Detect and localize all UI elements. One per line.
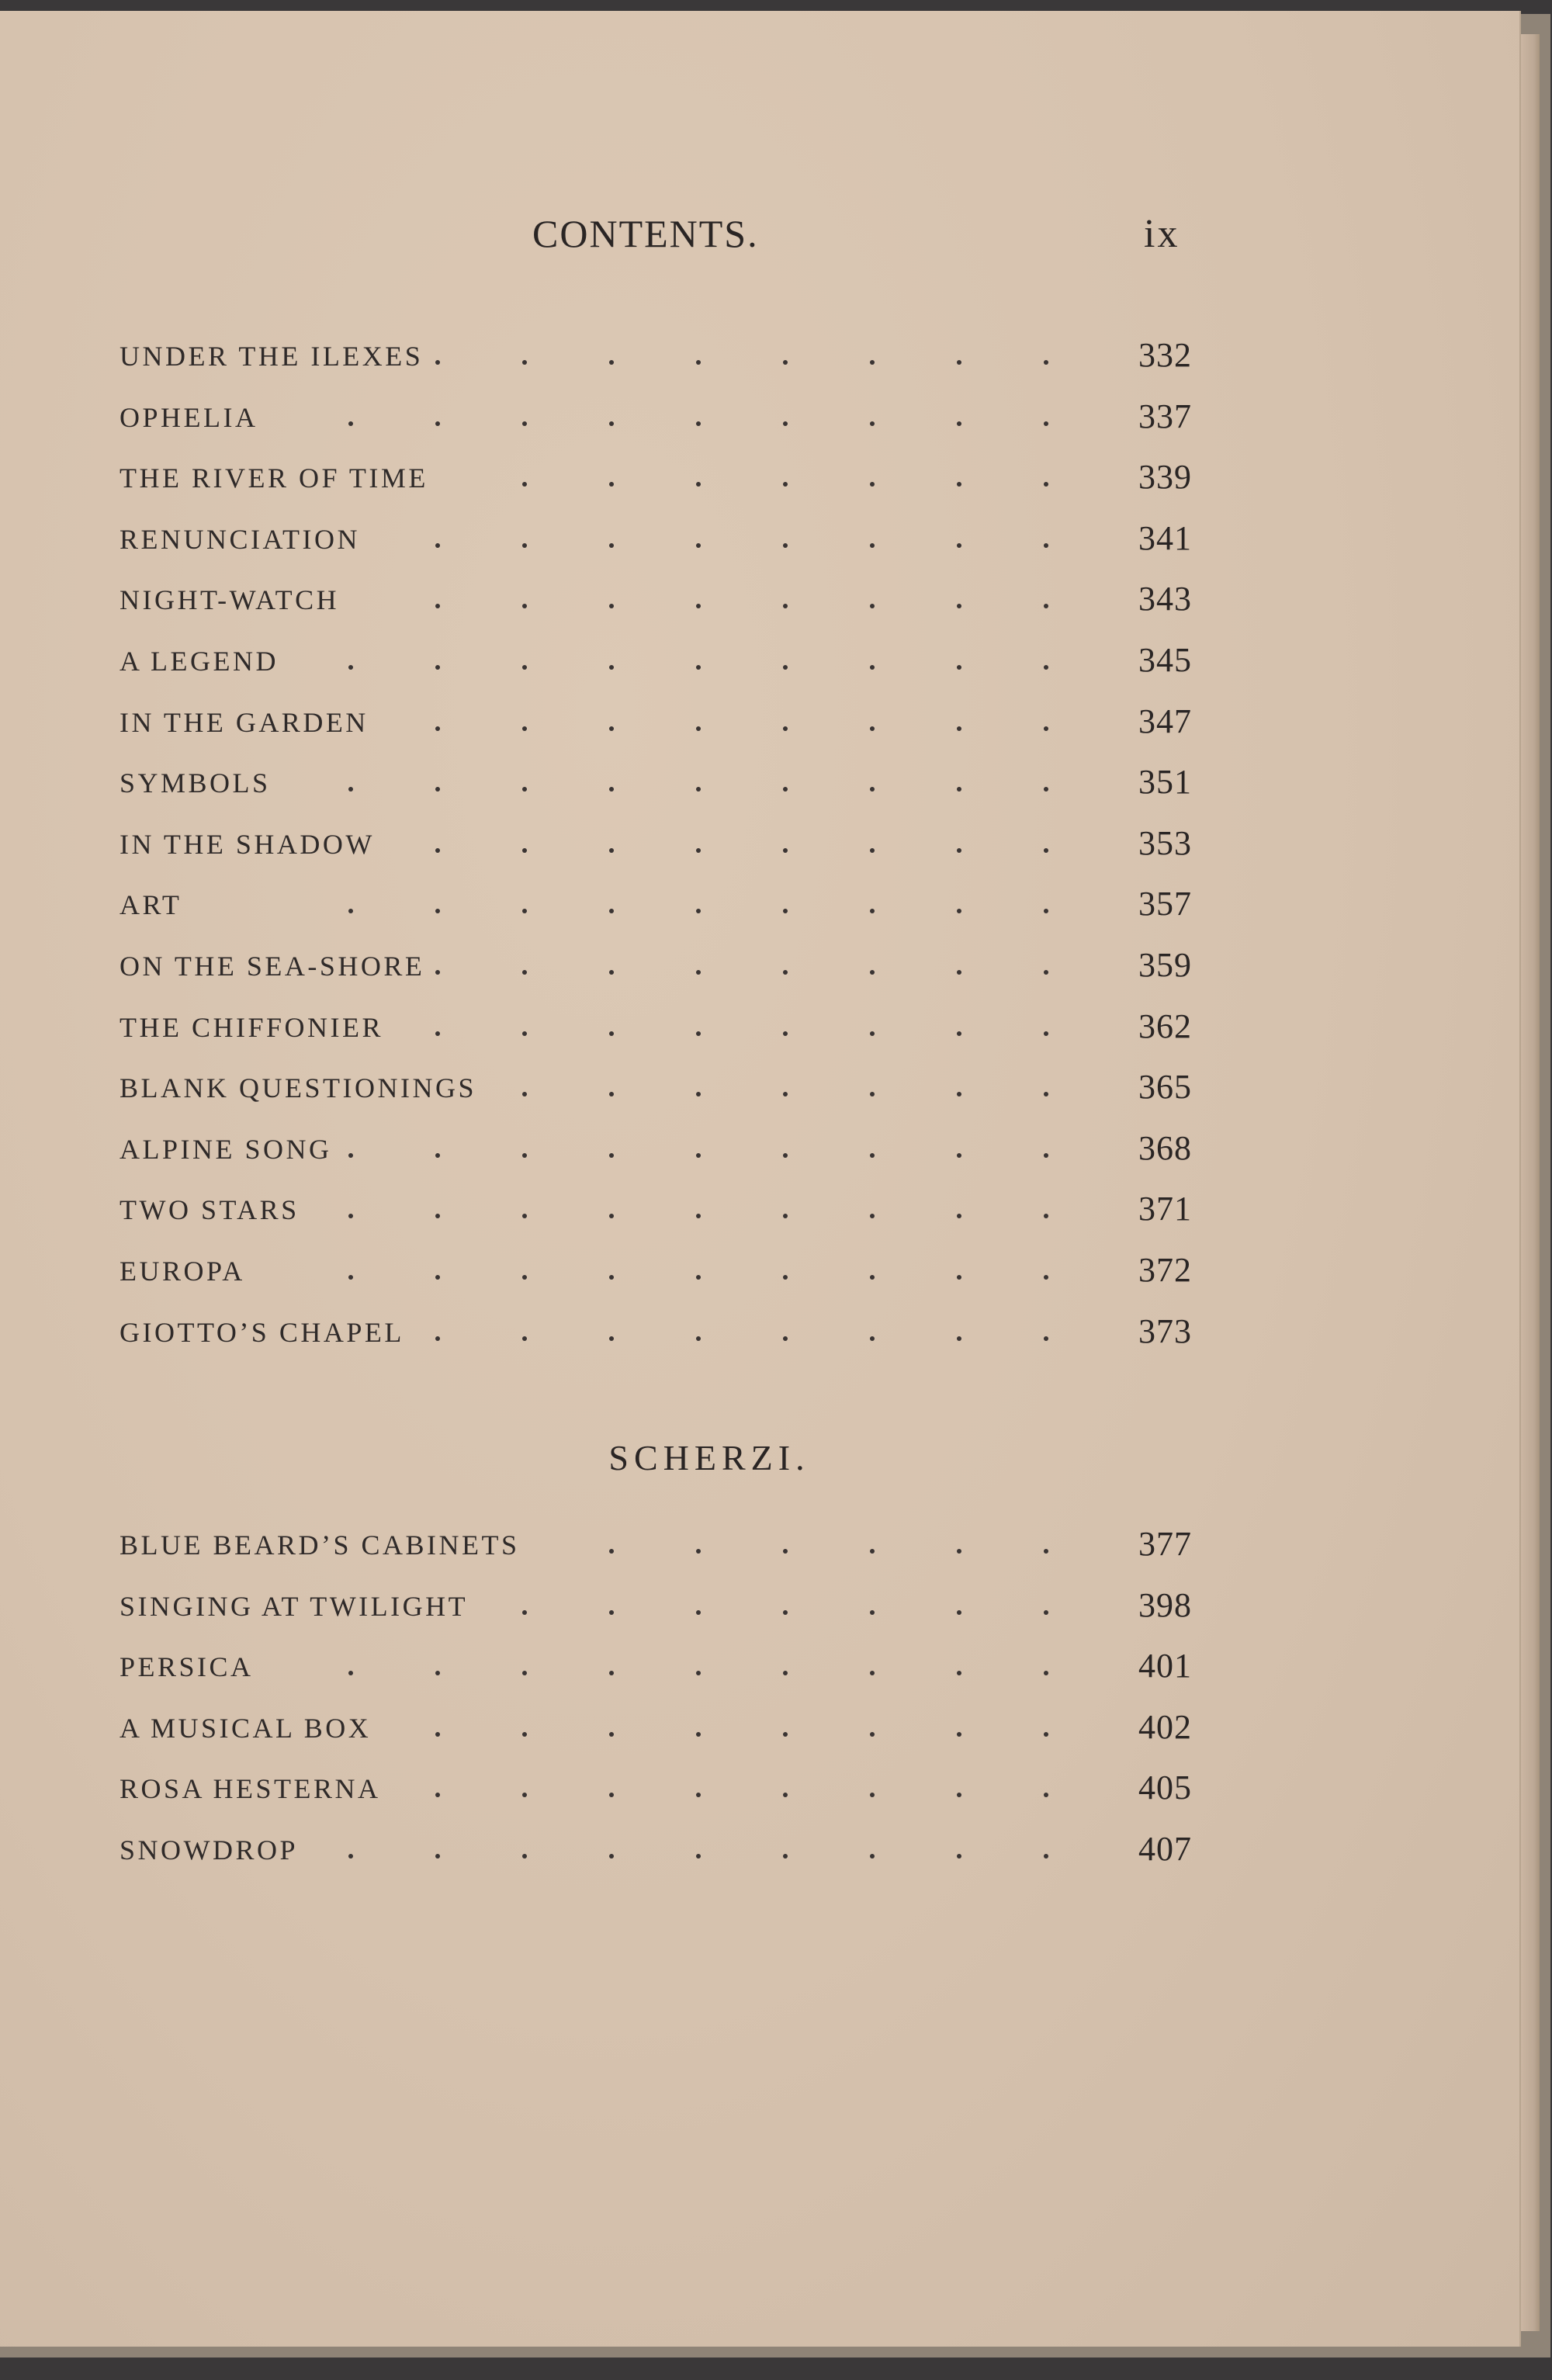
leader-dot bbox=[348, 1854, 353, 1859]
toc-entry-page-number: 372 bbox=[1138, 1250, 1192, 1289]
contents-list bbox=[120, 335, 1190, 1372]
leader-dot bbox=[870, 1336, 875, 1341]
leader-dot bbox=[609, 970, 614, 975]
leader-dot bbox=[522, 1732, 527, 1737]
toc-entry-title: GIOTTO’S CHAPEL bbox=[120, 1316, 404, 1348]
leader-dot bbox=[783, 1793, 788, 1797]
toc-entry-page-number: 362 bbox=[1138, 1006, 1192, 1045]
leader-dot bbox=[696, 482, 701, 487]
leader-dot bbox=[522, 604, 527, 608]
leader-dot bbox=[957, 543, 961, 548]
leader-dot bbox=[696, 1793, 701, 1797]
dot-leader bbox=[430, 348, 1175, 369]
leader-dot bbox=[435, 1793, 440, 1797]
leader-dot bbox=[1044, 1153, 1048, 1158]
leader-dot bbox=[435, 1214, 440, 1218]
leader-dot bbox=[870, 970, 875, 975]
leader-dot bbox=[783, 970, 788, 975]
leader-dot bbox=[435, 848, 440, 853]
leader-dot bbox=[522, 482, 527, 487]
toc-entry bbox=[120, 1006, 1190, 1068]
leader-dot bbox=[348, 1214, 353, 1218]
leader-dot bbox=[609, 604, 614, 608]
leader-dot bbox=[957, 1793, 961, 1797]
toc-entry-page-number: 337 bbox=[1138, 397, 1192, 435]
leader-dot bbox=[435, 1336, 440, 1341]
leader-dot bbox=[783, 1214, 788, 1218]
leader-dot bbox=[696, 1092, 701, 1096]
leader-dot bbox=[1044, 360, 1048, 365]
leader-dot bbox=[522, 360, 527, 365]
toc-entry-page-number: 339 bbox=[1138, 458, 1192, 497]
toc-entry-title: PERSICA bbox=[120, 1651, 254, 1683]
leader-dot bbox=[435, 604, 440, 608]
toc-entry bbox=[120, 1189, 1190, 1250]
dot-leader bbox=[430, 1141, 1175, 1162]
leader-dot bbox=[783, 482, 788, 487]
dot-leader bbox=[430, 1536, 1175, 1558]
leader-dot bbox=[696, 360, 701, 365]
leader-dot bbox=[957, 1092, 961, 1096]
leader-dot bbox=[522, 1031, 527, 1036]
leader-dot bbox=[870, 1732, 875, 1737]
leader-dot bbox=[1044, 909, 1048, 913]
leader-dot bbox=[1044, 604, 1048, 608]
leader-dot bbox=[957, 726, 961, 731]
dot-leader bbox=[430, 1658, 1175, 1680]
dot-leader bbox=[430, 469, 1175, 491]
leader-dot bbox=[957, 1549, 961, 1554]
leader-dot bbox=[435, 726, 440, 731]
leader-dot bbox=[870, 848, 875, 853]
leader-dot bbox=[609, 1610, 614, 1615]
leader-dot bbox=[783, 909, 788, 913]
leader-dot bbox=[522, 1214, 527, 1218]
leader-dot bbox=[609, 360, 614, 365]
toc-entry-page-number: 402 bbox=[1138, 1707, 1192, 1746]
leader-dot bbox=[435, 1153, 440, 1158]
dot-leader bbox=[430, 1263, 1175, 1284]
toc-entry-page-number: 377 bbox=[1138, 1525, 1192, 1563]
leader-dot bbox=[957, 604, 961, 608]
leader-dot bbox=[696, 909, 701, 913]
leader-dot bbox=[1044, 787, 1048, 792]
dot-leader bbox=[430, 1841, 1175, 1863]
leader-dot bbox=[783, 1671, 788, 1675]
leader-dot bbox=[609, 1793, 614, 1797]
toc-entry-page-number: 365 bbox=[1138, 1068, 1192, 1107]
toc-entry-page-number: 405 bbox=[1138, 1769, 1192, 1807]
leader-dot bbox=[696, 1336, 701, 1341]
running-head bbox=[0, 211, 1519, 265]
leader-dot bbox=[522, 1275, 527, 1280]
leader-dot bbox=[696, 787, 701, 792]
dot-leader bbox=[430, 714, 1175, 736]
section-heading-scherzi: SCHERZI. bbox=[608, 1438, 810, 1478]
leader-dot bbox=[609, 543, 614, 548]
leader-dot bbox=[609, 1031, 614, 1036]
leader-dot bbox=[957, 482, 961, 487]
leader-dot bbox=[609, 665, 614, 670]
leader-dot bbox=[870, 1610, 875, 1615]
toc-entry bbox=[120, 1250, 1190, 1311]
dot-leader bbox=[430, 896, 1175, 918]
leader-dot bbox=[348, 1153, 353, 1158]
leader-dot bbox=[870, 787, 875, 792]
leader-dot bbox=[870, 543, 875, 548]
leader-dot bbox=[957, 787, 961, 792]
toc-entry-page-number: 401 bbox=[1138, 1647, 1192, 1685]
toc-entry-title: TWO STARS bbox=[120, 1194, 300, 1226]
leader-dot bbox=[783, 726, 788, 731]
toc-entry-title: ON THE SEA-SHORE bbox=[120, 950, 425, 982]
toc-entry-title: BLANK QUESTIONINGS bbox=[120, 1072, 476, 1104]
dot-leader bbox=[430, 1324, 1175, 1346]
leader-dot bbox=[957, 1153, 961, 1158]
toc-entry-title: THE RIVER OF TIME bbox=[120, 462, 428, 494]
leader-dot bbox=[783, 665, 788, 670]
leader-dot bbox=[957, 1854, 961, 1859]
leader-dot bbox=[1044, 665, 1048, 670]
leader-dot bbox=[696, 1610, 701, 1615]
toc-entry-page-number: 368 bbox=[1138, 1128, 1192, 1167]
leader-dot bbox=[783, 848, 788, 853]
leader-dot bbox=[609, 482, 614, 487]
leader-dot bbox=[870, 1671, 875, 1675]
leader-dot bbox=[609, 1092, 614, 1096]
leader-dot bbox=[435, 1854, 440, 1859]
leader-dot bbox=[435, 1671, 440, 1675]
leader-dot bbox=[1044, 1214, 1048, 1218]
toc-entry-page-number: 353 bbox=[1138, 823, 1192, 862]
leader-dot bbox=[1044, 543, 1048, 548]
leader-dot bbox=[783, 421, 788, 426]
dot-leader bbox=[430, 531, 1175, 553]
leader-dot bbox=[783, 1549, 788, 1554]
leader-dot bbox=[957, 1732, 961, 1737]
leader-dot bbox=[957, 1031, 961, 1036]
leader-dot bbox=[870, 360, 875, 365]
toc-entry bbox=[120, 762, 1190, 823]
leader-dot bbox=[696, 726, 701, 731]
leader-dot bbox=[783, 1336, 788, 1341]
leader-dot bbox=[609, 848, 614, 853]
leader-dot bbox=[522, 1793, 527, 1797]
leader-dot bbox=[435, 665, 440, 670]
toc-entry bbox=[120, 579, 1190, 640]
toc-entry bbox=[120, 518, 1190, 580]
leader-dot bbox=[522, 1336, 527, 1341]
toc-entry-title: BLUE BEARD’S CABINETS bbox=[120, 1530, 520, 1561]
leader-dot bbox=[870, 1031, 875, 1036]
leader-dot bbox=[696, 1854, 701, 1859]
leader-dot bbox=[783, 1854, 788, 1859]
leader-dot bbox=[957, 665, 961, 670]
leader-dot bbox=[522, 909, 527, 913]
leader-dot bbox=[957, 909, 961, 913]
toc-entry bbox=[120, 1585, 1190, 1647]
leader-dot bbox=[522, 665, 527, 670]
leader-dot bbox=[870, 1549, 875, 1554]
toc-entry-page-number: 343 bbox=[1138, 580, 1192, 618]
leader-dot bbox=[870, 1153, 875, 1158]
leader-dot bbox=[435, 970, 440, 975]
leader-dot bbox=[783, 1732, 788, 1737]
toc-entry-title: THE CHIFFONIER bbox=[120, 1011, 384, 1043]
leader-dot bbox=[435, 787, 440, 792]
toc-entry-title: RENUNCIATION bbox=[120, 523, 360, 555]
leader-dot bbox=[957, 1336, 961, 1341]
leader-dot bbox=[522, 848, 527, 853]
toc-entry bbox=[120, 1524, 1190, 1585]
leader-dot bbox=[1044, 1671, 1048, 1675]
leader-dot bbox=[957, 970, 961, 975]
dot-leader bbox=[430, 958, 1175, 979]
leader-dot bbox=[609, 1153, 614, 1158]
leader-dot bbox=[348, 421, 353, 426]
toc-entry-page-number: 347 bbox=[1138, 702, 1192, 740]
leader-dot bbox=[1044, 970, 1048, 975]
toc-entry-page-number: 332 bbox=[1138, 336, 1192, 374]
leader-dot bbox=[1044, 726, 1048, 731]
dot-leader bbox=[430, 653, 1175, 674]
leader-dot bbox=[696, 543, 701, 548]
leader-dot bbox=[522, 421, 527, 426]
leader-dot bbox=[1044, 1092, 1048, 1096]
dot-leader bbox=[430, 1019, 1175, 1041]
toc-entry bbox=[120, 1829, 1190, 1890]
leader-dot bbox=[696, 970, 701, 975]
leader-dot bbox=[783, 604, 788, 608]
leader-dot bbox=[348, 665, 353, 670]
leader-dot bbox=[783, 787, 788, 792]
leader-dot bbox=[435, 1275, 440, 1280]
toc-entry-page-number: 359 bbox=[1138, 945, 1192, 984]
leader-dot bbox=[783, 1275, 788, 1280]
leader-dot bbox=[870, 604, 875, 608]
toc-entry bbox=[120, 702, 1190, 763]
leader-dot bbox=[870, 909, 875, 913]
dot-leader bbox=[430, 1780, 1175, 1802]
toc-entry-title: OPHELIA bbox=[120, 401, 258, 433]
toc-entry-title: ALPINE SONG bbox=[120, 1133, 332, 1165]
toc-entry bbox=[120, 335, 1190, 397]
toc-entry bbox=[120, 457, 1190, 518]
leader-dot bbox=[696, 848, 701, 853]
leader-dot bbox=[696, 1153, 701, 1158]
dot-leader bbox=[430, 1079, 1175, 1101]
toc-entry-title: ROSA HESTERNA bbox=[120, 1773, 381, 1805]
toc-entry-page-number: 398 bbox=[1138, 1585, 1192, 1624]
leader-dot bbox=[1044, 1031, 1048, 1036]
leader-dot bbox=[435, 360, 440, 365]
page-title: CONTENTS. bbox=[532, 212, 759, 255]
toc-entry-title: EUROPA bbox=[120, 1255, 245, 1287]
leader-dot bbox=[696, 604, 701, 608]
leader-dot bbox=[783, 360, 788, 365]
leader-dot bbox=[522, 970, 527, 975]
leader-dot bbox=[696, 1214, 701, 1218]
leader-dot bbox=[435, 421, 440, 426]
leader-dot bbox=[522, 1671, 527, 1675]
leader-dot bbox=[870, 1092, 875, 1096]
leader-dot bbox=[957, 848, 961, 853]
leader-dot bbox=[1044, 421, 1048, 426]
leader-dot bbox=[348, 1671, 353, 1675]
leader-dot bbox=[957, 1214, 961, 1218]
scherzi-list bbox=[120, 1524, 1190, 1890]
toc-entry-page-number: 407 bbox=[1138, 1829, 1192, 1868]
toc-entry-page-number: 351 bbox=[1138, 763, 1192, 802]
dot-leader bbox=[430, 409, 1175, 431]
toc-entry bbox=[120, 823, 1190, 885]
toc-entry-title: IN THE SHADOW bbox=[120, 828, 375, 860]
leader-dot bbox=[870, 665, 875, 670]
leader-dot bbox=[957, 1671, 961, 1675]
leader-dot bbox=[696, 421, 701, 426]
leader-dot bbox=[696, 1671, 701, 1675]
leader-dot bbox=[696, 1275, 701, 1280]
leader-dot bbox=[435, 543, 440, 548]
leader-dot bbox=[870, 1275, 875, 1280]
leader-dot bbox=[609, 1214, 614, 1218]
leader-dot bbox=[435, 1031, 440, 1036]
toc-entry-title: UNDER THE ILEXES bbox=[120, 341, 424, 372]
leader-dot bbox=[522, 1153, 527, 1158]
leader-dot bbox=[348, 1275, 353, 1280]
leader-dot bbox=[609, 1732, 614, 1737]
leader-dot bbox=[609, 726, 614, 731]
leader-dot bbox=[957, 1610, 961, 1615]
dot-leader bbox=[430, 1720, 1175, 1741]
leader-dot bbox=[870, 482, 875, 487]
leader-dot bbox=[609, 1549, 614, 1554]
leader-dot bbox=[522, 543, 527, 548]
dot-leader bbox=[430, 1598, 1175, 1620]
leader-dot bbox=[696, 1031, 701, 1036]
leader-dot bbox=[609, 421, 614, 426]
leader-dot bbox=[870, 1214, 875, 1218]
toc-entry-title: ART bbox=[120, 889, 182, 921]
leader-dot bbox=[1044, 1336, 1048, 1341]
leader-dot bbox=[348, 909, 353, 913]
leader-dot bbox=[957, 421, 961, 426]
leader-dot bbox=[783, 1153, 788, 1158]
toc-entry-title: SNOWDROP bbox=[120, 1834, 299, 1866]
toc-entry-page-number: 371 bbox=[1138, 1190, 1192, 1228]
toc-entry bbox=[120, 1128, 1190, 1190]
dot-leader bbox=[430, 774, 1175, 796]
toc-entry-title: A MUSICAL BOX bbox=[120, 1712, 372, 1744]
leader-dot bbox=[783, 1031, 788, 1036]
leader-dot bbox=[1044, 1793, 1048, 1797]
leader-dot bbox=[522, 1610, 527, 1615]
leader-dot bbox=[435, 1732, 440, 1737]
toc-entry-title: SYMBOLS bbox=[120, 767, 271, 799]
leader-dot bbox=[1044, 1275, 1048, 1280]
leader-dot bbox=[1044, 1854, 1048, 1859]
toc-entry bbox=[120, 1768, 1190, 1829]
leader-dot bbox=[609, 909, 614, 913]
leader-dot bbox=[609, 1854, 614, 1859]
dot-leader bbox=[430, 1201, 1175, 1223]
leader-dot bbox=[522, 1854, 527, 1859]
page-number: ix bbox=[1144, 212, 1180, 256]
toc-entry bbox=[120, 1707, 1190, 1769]
toc-entry-title: A LEGEND bbox=[120, 645, 279, 677]
toc-entry-page-number: 345 bbox=[1138, 640, 1192, 679]
leader-dot bbox=[1044, 1549, 1048, 1554]
toc-entry bbox=[120, 1067, 1190, 1128]
leader-dot bbox=[609, 787, 614, 792]
leader-dot bbox=[870, 1793, 875, 1797]
toc-entry bbox=[120, 397, 1190, 458]
leader-dot bbox=[696, 665, 701, 670]
leader-dot bbox=[609, 1275, 614, 1280]
leader-dot bbox=[870, 726, 875, 731]
toc-entry-page-number: 357 bbox=[1138, 885, 1192, 923]
leader-dot bbox=[957, 1275, 961, 1280]
leader-dot bbox=[522, 1092, 527, 1096]
toc-entry bbox=[120, 640, 1190, 702]
leader-dot bbox=[1044, 848, 1048, 853]
dot-leader bbox=[430, 591, 1175, 613]
toc-entry-page-number: 373 bbox=[1138, 1311, 1192, 1350]
toc-entry bbox=[120, 1646, 1190, 1707]
toc-entry-title: IN THE GARDEN bbox=[120, 706, 369, 738]
leader-dot bbox=[1044, 1732, 1048, 1737]
toc-entry-title: NIGHT-WATCH bbox=[120, 584, 340, 616]
toc-entry bbox=[120, 884, 1190, 945]
toc-entry bbox=[120, 945, 1190, 1006]
leader-dot bbox=[783, 1610, 788, 1615]
leader-dot bbox=[1044, 482, 1048, 487]
dot-leader bbox=[430, 836, 1175, 857]
toc-entry bbox=[120, 1311, 1190, 1373]
leader-dot bbox=[348, 787, 353, 792]
leader-dot bbox=[783, 543, 788, 548]
leader-dot bbox=[696, 1549, 701, 1554]
leader-dot bbox=[609, 1336, 614, 1341]
book-page bbox=[0, 11, 1521, 2347]
leader-dot bbox=[435, 909, 440, 913]
page-edge bbox=[1521, 34, 1540, 2331]
leader-dot bbox=[957, 360, 961, 365]
leader-dot bbox=[522, 787, 527, 792]
toc-entry-page-number: 341 bbox=[1138, 518, 1192, 557]
leader-dot bbox=[522, 726, 527, 731]
leader-dot bbox=[609, 1671, 614, 1675]
leader-dot bbox=[783, 1092, 788, 1096]
toc-entry-title: SINGING AT TWILIGHT bbox=[120, 1590, 469, 1622]
leader-dot bbox=[696, 1732, 701, 1737]
leader-dot bbox=[1044, 1610, 1048, 1615]
leader-dot bbox=[870, 1854, 875, 1859]
leader-dot bbox=[870, 421, 875, 426]
